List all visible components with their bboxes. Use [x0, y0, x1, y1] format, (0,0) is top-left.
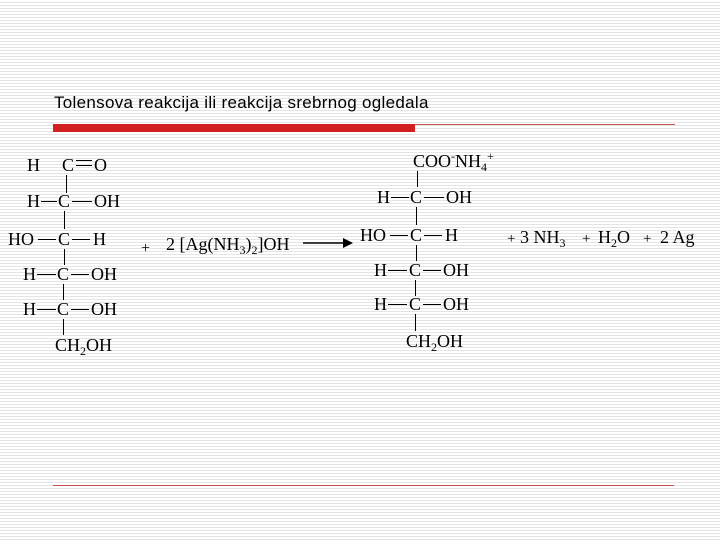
atom-c3: C: [410, 225, 423, 245]
bond: [416, 207, 417, 225]
group-oh: OH: [91, 264, 117, 284]
bond: [41, 201, 57, 202]
bond: [64, 249, 65, 265]
silver: 2 Ag: [660, 227, 695, 247]
atom-c5: C: [57, 299, 70, 319]
reaction-arrow: [303, 236, 353, 250]
atom-c5: C: [409, 294, 422, 314]
bond: [415, 314, 416, 331]
group-ch2oh: $CH_2OH$: [55, 335, 113, 358]
atom-h: H: [27, 155, 40, 175]
bond: [388, 270, 407, 271]
bond: [417, 171, 418, 187]
water: $H_2O$: [598, 227, 630, 250]
bond: [416, 245, 417, 261]
bond: [37, 274, 56, 275]
bond: [37, 309, 56, 310]
bond: [63, 284, 64, 300]
bond: [64, 211, 65, 229]
atom-h: H: [27, 191, 40, 211]
bond: [388, 304, 407, 305]
double-bond-top: [76, 160, 92, 161]
atom-c2: C: [410, 187, 423, 207]
group-coo-nh4: $COO^-NH_4^+$: [413, 149, 494, 174]
atom-c1: C: [62, 155, 75, 175]
bond: [71, 274, 89, 275]
bond: [390, 235, 408, 236]
double-bond-bottom: [76, 165, 92, 166]
slide-title: Tolensova reakcija ili reakcija srebrnog ogledala: [54, 93, 429, 112]
bond: [72, 201, 92, 202]
bond: [424, 197, 444, 198]
bond: [423, 270, 441, 271]
group-ch2oh: $CH_2OH$: [406, 331, 464, 354]
bond: [63, 319, 64, 335]
group-oh: OH: [443, 260, 469, 280]
bond: [71, 309, 89, 310]
atom-o: O: [94, 155, 107, 175]
title-rule-line: [415, 124, 675, 125]
atom-h: H: [374, 294, 387, 314]
bond: [72, 239, 90, 240]
atom-c4: C: [57, 264, 70, 284]
plus-sign: +: [507, 231, 516, 247]
atom-c2: C: [58, 191, 71, 211]
footer-rule-line: [53, 485, 674, 486]
bond: [424, 235, 442, 236]
reagent-formula: 2 $[Ag(NH_3)_2]OH$: [166, 234, 290, 257]
atom-h: H: [23, 299, 36, 319]
atom-h: H: [374, 260, 387, 280]
plus-sign: +: [643, 231, 652, 247]
bond: [391, 197, 409, 198]
plus-sign: +: [141, 240, 151, 257]
ammonia: 3 $NH_3$: [520, 227, 566, 250]
group-oh: OH: [91, 299, 117, 319]
atom-c4: C: [409, 260, 422, 280]
group-oh: OH: [443, 294, 469, 314]
group-ho: HO: [8, 229, 34, 249]
group-oh: OH: [94, 191, 120, 211]
bond: [38, 239, 56, 240]
atom-h: H: [23, 264, 36, 284]
group-oh: OH: [446, 187, 472, 207]
group-ho: HO: [360, 225, 386, 245]
atom-c3: C: [58, 229, 71, 249]
bond: [423, 304, 441, 305]
atom-h: H: [377, 187, 390, 207]
atom-h: H: [93, 229, 106, 249]
plus-sign: +: [582, 231, 591, 247]
atom-h: H: [445, 225, 458, 245]
title-accent-bar: [53, 124, 415, 132]
